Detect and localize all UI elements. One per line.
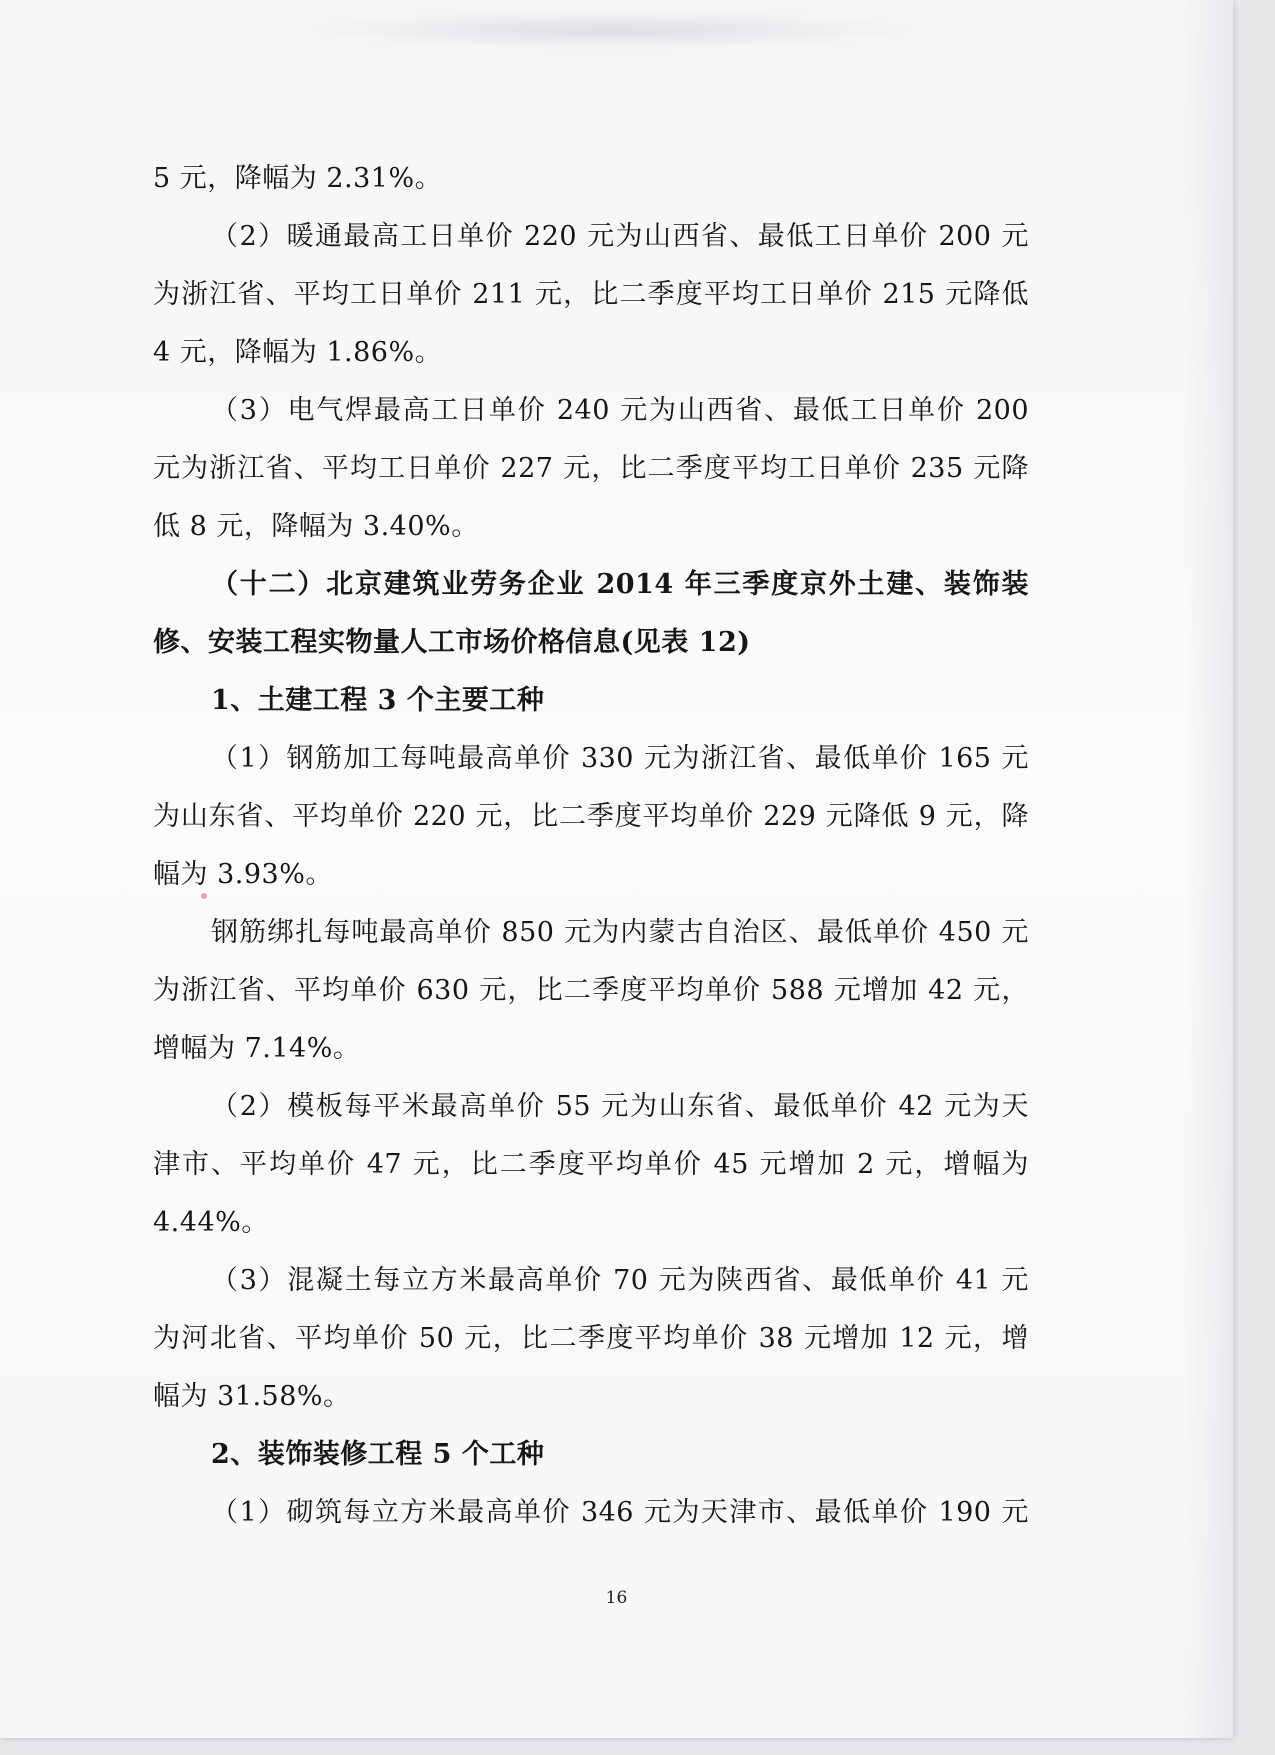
text-line: 幅为 3.93%。 xyxy=(153,859,333,890)
text-line: 为浙江省、平均工日单价 211 元，比二季度平均工日单价 215 元降低 xyxy=(153,279,1029,310)
section-heading: （十二）北京建筑业劳务企业 2014 年三季度京外土建、装饰装 xyxy=(211,569,1029,600)
text-line: 4.44%。 xyxy=(153,1207,269,1238)
text-line: 为山东省、平均单价 220 元，比二季度平均单价 229 元降低 9 元，降 xyxy=(153,801,1029,832)
text-line: （3）电气焊最高工日单价 240 元为山西省、最低工日单价 200 xyxy=(211,395,1029,426)
page-edge-shade xyxy=(1183,0,1233,1738)
text-line: （1）钢筋加工每吨最高单价 330 元为浙江省、最低单价 165 元 xyxy=(211,743,1029,774)
text-line: 低 8 元，降幅为 3.40%。 xyxy=(153,511,479,542)
text-line: 幅为 31.58%。 xyxy=(153,1381,351,1412)
document-body xyxy=(153,150,1029,1542)
scan-shadow xyxy=(300,10,920,50)
text-line: （3）混凝土每立方米最高单价 70 元为陕西省、最低单价 41 元 xyxy=(211,1265,1029,1296)
subsection-heading: 2、装饰装修工程 5 个工种 xyxy=(211,1439,545,1470)
page-number: 16 xyxy=(605,1588,628,1608)
section-heading: 修、安装工程实物量人工市场价格信息(见表 12) xyxy=(153,627,751,658)
text-line: （2）模板每平米最高单价 55 元为山东省、最低单价 42 元为天 xyxy=(211,1091,1029,1122)
text-line: 5 元，降幅为 2.31%。 xyxy=(153,163,443,194)
text-line: 为河北省、平均单价 50 元，比二季度平均单价 38 元增加 12 元，增 xyxy=(153,1323,1029,1354)
text-line: 增幅为 7.14%。 xyxy=(153,1033,361,1064)
text-line: 钢筋绑扎每吨最高单价 850 元为内蒙古自治区、最低单价 450 元 xyxy=(211,917,1029,948)
text-line: 津市、平均单价 47 元，比二季度平均单价 45 元增加 2 元，增幅为 xyxy=(153,1149,1029,1180)
text-line: （1）砌筑每立方米最高单价 346 元为天津市、最低单价 190 元 xyxy=(211,1497,1029,1528)
text-line: 元为浙江省、平均工日单价 227 元，比二季度平均工日单价 235 元降 xyxy=(153,453,1029,484)
text-line: 为浙江省、平均单价 630 元，比二季度平均单价 588 元增加 42 元， xyxy=(153,975,1029,1006)
text-line: 4 元，降幅为 1.86%。 xyxy=(153,337,443,368)
subsection-heading: 1、土建工程 3 个主要工种 xyxy=(211,685,545,716)
text-line: （2）暖通最高工日单价 220 元为山西省、最低工日单价 200 元 xyxy=(211,221,1029,252)
